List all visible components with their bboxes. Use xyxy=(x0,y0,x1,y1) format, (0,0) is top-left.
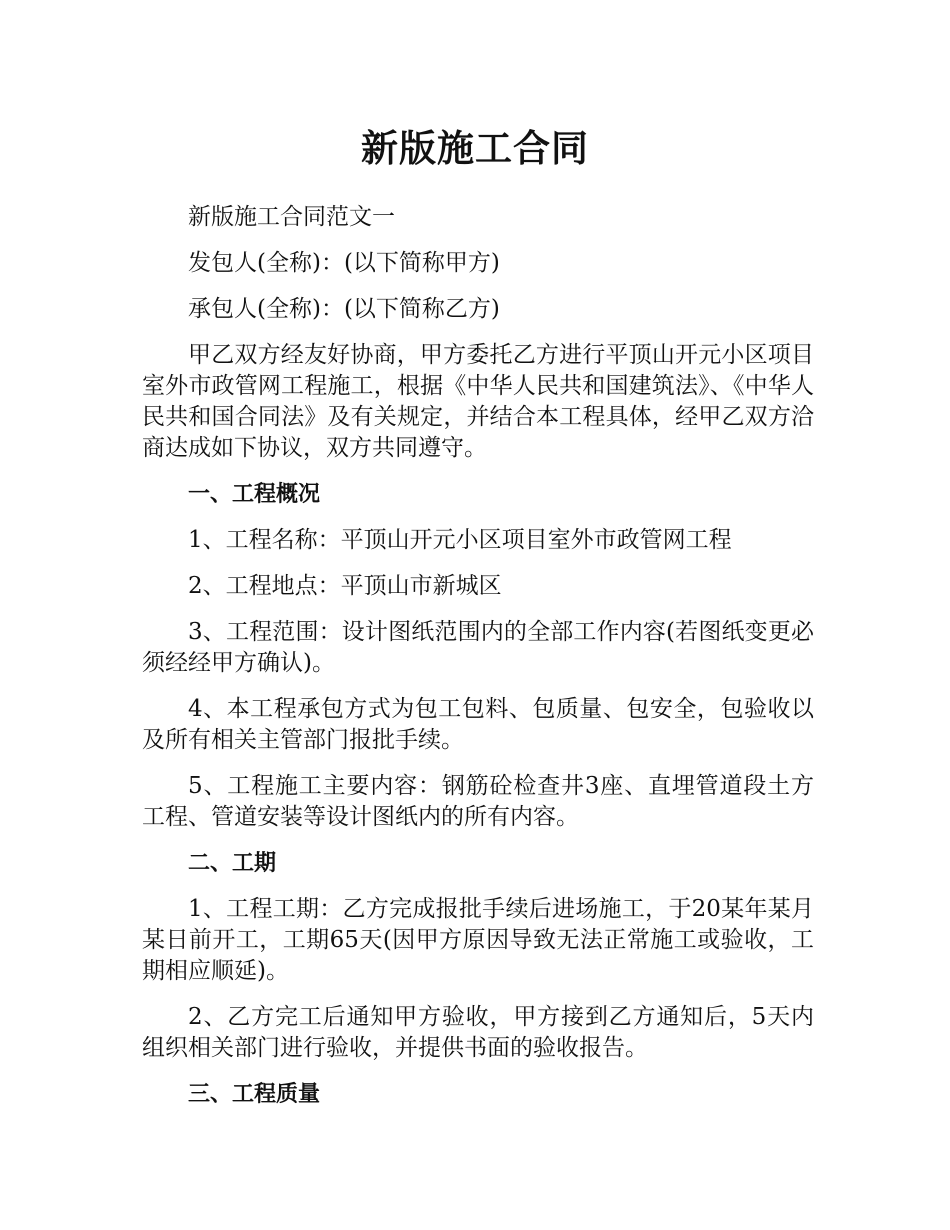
paragraph: 5、工程施工主要内容：钢筋砼检查井3座、直埋管道段土方工程、管道安装等设计图纸内的所有内容。 xyxy=(142,773,814,830)
paragraph: 承包人(全称)：(以下简称乙方) xyxy=(188,296,500,322)
document-title: 新版施工合同 xyxy=(361,127,589,170)
section-heading: 三、工程质量 xyxy=(188,1082,321,1107)
paragraph: 2、乙方完工后通知甲方验收，甲方接到乙方通知后，5天内组织相关部门进行验收，并提供书面的验收报告。 xyxy=(142,1004,814,1061)
paragraph: 1、工程工期：乙方完成报批手续后进场施工，于20某年某月某日前开工，工期65天(因甲方原因导致无法正常施工或验收，工期相应顺延)。 xyxy=(142,896,814,984)
paragraph: 1、工程名称：平顶山开元小区项目室外市政管网工程 xyxy=(188,527,732,553)
paragraph: 甲乙双方经友好协商，甲方委托乙方进行平顶山开元小区项目室外市政管网工程施工，根据《中华人民共和国建筑法》、《中华人民共和国合同法》及有关规定，并结合本工程具体，经甲乙双方洽商达成如下协议，双方共同遵守。 xyxy=(142,342,814,461)
paragraph: 3、工程范围：设计图纸范围内的全部工作内容(若图纸变更必须经经甲方确认)。 xyxy=(142,619,814,676)
document-body xyxy=(142,202,814,1125)
paragraph: 2、工程地点：平顶山市新城区 xyxy=(188,573,502,599)
section-heading: 一、工程概况 xyxy=(188,482,321,507)
section-heading: 二、工期 xyxy=(188,851,277,876)
paragraph: 发包人(全称)：(以下简称甲方) xyxy=(188,250,500,276)
paragraph: 4、本工程承包方式为包工包料、包质量、包安全，包验收以及所有相关主管部门报批手续。 xyxy=(142,696,814,753)
paragraph: 新版施工合同范文一 xyxy=(188,204,395,230)
